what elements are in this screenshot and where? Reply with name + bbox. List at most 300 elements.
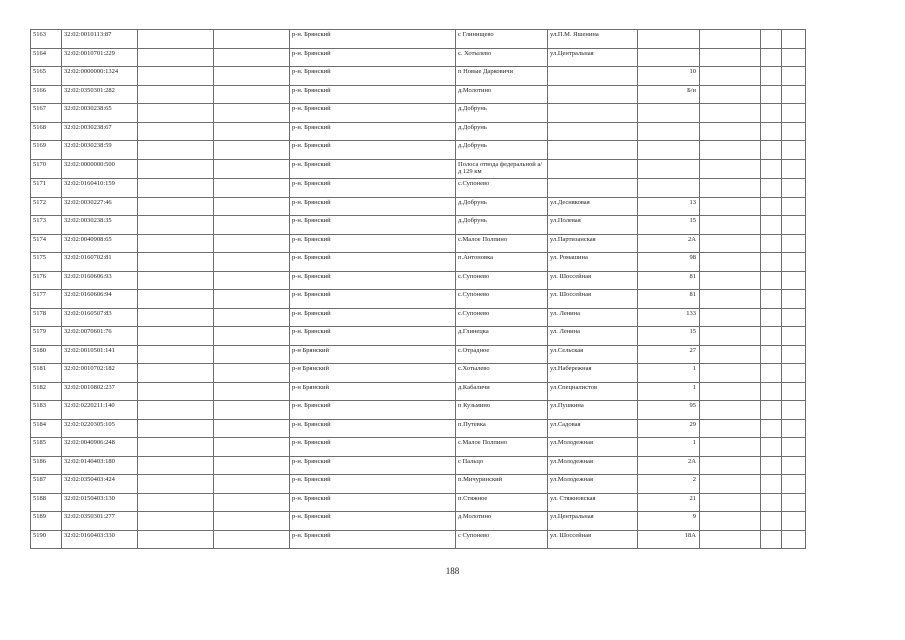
cell-district: р-н. Брянский bbox=[290, 104, 456, 123]
cell-cadastral-number: 32:02:0040908:65 bbox=[62, 234, 138, 253]
cell-empty bbox=[700, 493, 761, 512]
cell-district: р-н. Брянский bbox=[290, 290, 456, 309]
table-row bbox=[31, 475, 806, 494]
cell-empty bbox=[761, 85, 782, 104]
cell-street: ул.Полевая bbox=[548, 216, 638, 235]
cell-cadastral-number: 32:02:0160606:93 bbox=[62, 271, 138, 290]
cell-settlement: д.Добрунь bbox=[456, 141, 548, 160]
cell-empty bbox=[700, 345, 761, 364]
cell-row-number: 5181 bbox=[31, 364, 62, 383]
cell-cadastral-number: 32:02:0030227:46 bbox=[62, 197, 138, 216]
cell-empty bbox=[214, 438, 290, 457]
cell-empty bbox=[761, 290, 782, 309]
table-row bbox=[31, 438, 806, 457]
cell-empty bbox=[700, 308, 761, 327]
cell-house-number: 133 bbox=[638, 308, 700, 327]
cell-district: р-н. Брянский bbox=[290, 253, 456, 272]
cell-empty bbox=[761, 530, 782, 549]
cell-house-number bbox=[638, 48, 700, 67]
cell-district: р-н. Брянский bbox=[290, 475, 456, 494]
cell-empty bbox=[138, 141, 214, 160]
cell-row-number: 5176 bbox=[31, 271, 62, 290]
cell-empty bbox=[138, 438, 214, 457]
cell-settlement: д.Добрунь bbox=[456, 216, 548, 235]
cell-empty bbox=[782, 475, 806, 494]
cell-empty bbox=[214, 327, 290, 346]
cell-empty bbox=[138, 475, 214, 494]
cell-empty bbox=[761, 382, 782, 401]
cell-house-number: 95 bbox=[638, 401, 700, 420]
cell-empty bbox=[138, 530, 214, 549]
cell-empty bbox=[214, 253, 290, 272]
cell-house-number bbox=[638, 104, 700, 123]
table-row bbox=[31, 216, 806, 235]
cell-empty bbox=[214, 159, 290, 179]
cell-settlement: с.Супонево bbox=[456, 308, 548, 327]
cell-street bbox=[548, 85, 638, 104]
cell-street: ул. Шоссейная bbox=[548, 290, 638, 309]
cell-empty bbox=[138, 104, 214, 123]
cell-empty bbox=[214, 364, 290, 383]
cell-empty bbox=[761, 104, 782, 123]
cell-settlement: д.Молотино bbox=[456, 85, 548, 104]
cell-street: ул.П.М. Яшенина bbox=[548, 30, 638, 49]
cell-empty bbox=[782, 30, 806, 49]
cell-street: ул. Ленина bbox=[548, 308, 638, 327]
cell-empty bbox=[138, 308, 214, 327]
cell-empty bbox=[782, 456, 806, 475]
cell-house-number: 10 bbox=[638, 67, 700, 86]
table-row bbox=[31, 122, 806, 141]
cell-empty bbox=[700, 382, 761, 401]
cell-empty bbox=[782, 438, 806, 457]
cell-settlement: с.Малое Полпино bbox=[456, 438, 548, 457]
cell-settlement: с.Отрадное bbox=[456, 345, 548, 364]
cell-empty bbox=[700, 401, 761, 420]
cell-empty bbox=[138, 327, 214, 346]
cell-house-number: 81 bbox=[638, 271, 700, 290]
cell-street: ул.Спецналистов bbox=[548, 382, 638, 401]
cell-empty bbox=[138, 456, 214, 475]
cell-district: р-н. Брянский bbox=[290, 530, 456, 549]
cell-street bbox=[548, 159, 638, 179]
cell-district: р-н. Брянский bbox=[290, 85, 456, 104]
cell-street: ул.Садовая bbox=[548, 419, 638, 438]
cell-empty bbox=[761, 179, 782, 198]
table-row bbox=[31, 419, 806, 438]
cell-settlement: д.Глинецка bbox=[456, 327, 548, 346]
cell-empty bbox=[761, 438, 782, 457]
cell-street: ул.Партизанская bbox=[548, 234, 638, 253]
cell-empty bbox=[700, 475, 761, 494]
table-row bbox=[31, 141, 806, 160]
cell-house-number: 1 bbox=[638, 382, 700, 401]
cell-empty bbox=[138, 512, 214, 531]
cell-street: ул.Молодежная bbox=[548, 456, 638, 475]
cell-empty bbox=[214, 401, 290, 420]
cell-house-number: 27 bbox=[638, 345, 700, 364]
cell-empty bbox=[214, 493, 290, 512]
cell-empty bbox=[700, 253, 761, 272]
table-row bbox=[31, 159, 806, 179]
cell-row-number: 5174 bbox=[31, 234, 62, 253]
cell-empty bbox=[761, 197, 782, 216]
cell-cadastral-number: 32:02:0350301:282 bbox=[62, 85, 138, 104]
cell-street: ул. Стяжновская bbox=[548, 493, 638, 512]
cell-house-number: 21 bbox=[638, 493, 700, 512]
cell-empty bbox=[782, 493, 806, 512]
cell-street: ул. Ленина bbox=[548, 327, 638, 346]
cell-empty bbox=[214, 85, 290, 104]
cell-cadastral-number: 32:02:0140403:180 bbox=[62, 456, 138, 475]
cell-cadastral-number: 32:02:0160403:330 bbox=[62, 530, 138, 549]
table-row bbox=[31, 345, 806, 364]
cell-street: ул.Набережная bbox=[548, 364, 638, 383]
cell-district: р-н Брянский bbox=[290, 382, 456, 401]
cell-empty bbox=[761, 159, 782, 179]
cell-empty bbox=[214, 104, 290, 123]
cell-empty bbox=[782, 401, 806, 420]
cell-empty bbox=[138, 197, 214, 216]
cell-settlement: д.Молотино bbox=[456, 512, 548, 531]
cell-settlement: с. Хотылево bbox=[456, 48, 548, 67]
cell-empty bbox=[761, 234, 782, 253]
cell-cadastral-number: 32:02:0160507:83 bbox=[62, 308, 138, 327]
cell-empty bbox=[214, 30, 290, 49]
cell-cadastral-number: 32:02:0070601:76 bbox=[62, 327, 138, 346]
cell-district: р-н. Брянский bbox=[290, 159, 456, 179]
cell-cadastral-number: 32:02:0030238:35 bbox=[62, 216, 138, 235]
cell-empty bbox=[761, 475, 782, 494]
cell-row-number: 5164 bbox=[31, 48, 62, 67]
cell-row-number: 5166 bbox=[31, 85, 62, 104]
cell-settlement: с.Хотылево bbox=[456, 364, 548, 383]
cell-row-number: 5178 bbox=[31, 308, 62, 327]
cell-empty bbox=[138, 493, 214, 512]
cell-empty bbox=[138, 48, 214, 67]
cell-empty bbox=[700, 438, 761, 457]
cell-house-number: 2А bbox=[638, 456, 700, 475]
cell-empty bbox=[138, 419, 214, 438]
cell-district: р-н. Брянский bbox=[290, 419, 456, 438]
cell-row-number: 5173 bbox=[31, 216, 62, 235]
cell-cadastral-number: 32:02:0160410:159 bbox=[62, 179, 138, 198]
cell-street: ул.Молодежная bbox=[548, 475, 638, 494]
cell-cadastral-number: 32:02:0000000:500 bbox=[62, 159, 138, 179]
cell-house-number bbox=[638, 159, 700, 179]
cell-empty bbox=[761, 122, 782, 141]
cell-empty bbox=[782, 253, 806, 272]
cell-house-number bbox=[638, 30, 700, 49]
cell-cadastral-number: 32:02:0160606:94 bbox=[62, 290, 138, 309]
cell-settlement: п.Антоновка bbox=[456, 253, 548, 272]
cell-cadastral-number: 32:02:0160702:81 bbox=[62, 253, 138, 272]
cell-empty bbox=[782, 512, 806, 531]
cell-district: р-н. Брянский bbox=[290, 512, 456, 531]
cell-empty bbox=[782, 382, 806, 401]
cell-empty bbox=[214, 141, 290, 160]
cell-cadastral-number: 32:02:0220211:140 bbox=[62, 401, 138, 420]
cell-empty bbox=[700, 122, 761, 141]
cell-empty bbox=[214, 122, 290, 141]
cell-empty bbox=[761, 419, 782, 438]
cell-district: р-н. Брянский bbox=[290, 327, 456, 346]
cell-house-number: 9 bbox=[638, 512, 700, 531]
cell-district: р-н. Брянский bbox=[290, 271, 456, 290]
cell-empty bbox=[782, 234, 806, 253]
cell-empty bbox=[782, 67, 806, 86]
cell-row-number: 5170 bbox=[31, 159, 62, 179]
table-row bbox=[31, 30, 806, 49]
cell-empty bbox=[214, 234, 290, 253]
cell-house-number: 18А bbox=[638, 530, 700, 549]
cell-district: р-н. Брянский bbox=[290, 234, 456, 253]
table-row bbox=[31, 290, 806, 309]
cell-house-number bbox=[638, 122, 700, 141]
cell-empty bbox=[782, 364, 806, 383]
cell-district: р-н Брянский bbox=[290, 364, 456, 383]
cell-district: р-н. Брянский bbox=[290, 216, 456, 235]
cell-empty bbox=[214, 197, 290, 216]
cell-settlement: с.Супонево bbox=[456, 290, 548, 309]
cell-house-number: 2 bbox=[638, 475, 700, 494]
cell-empty bbox=[700, 456, 761, 475]
cell-cadastral-number: 32:02:0010802:237 bbox=[62, 382, 138, 401]
cell-empty bbox=[700, 141, 761, 160]
table-row bbox=[31, 530, 806, 549]
cell-district: р-н. Брянский bbox=[290, 197, 456, 216]
cell-street: ул. Шоссейная bbox=[548, 530, 638, 549]
cell-empty bbox=[214, 382, 290, 401]
cell-empty bbox=[782, 530, 806, 549]
cell-row-number: 5190 bbox=[31, 530, 62, 549]
cell-house-number: 29 bbox=[638, 419, 700, 438]
cell-cadastral-number: 32:02:0150403:130 bbox=[62, 493, 138, 512]
property-registry-table bbox=[30, 29, 806, 549]
cell-row-number: 5179 bbox=[31, 327, 62, 346]
table-row bbox=[31, 67, 806, 86]
cell-empty bbox=[761, 345, 782, 364]
cell-settlement: с.Малое Полпино bbox=[456, 234, 548, 253]
cell-cadastral-number: 32:02:0030238:59 bbox=[62, 141, 138, 160]
cell-cadastral-number: 32:02:0010501:141 bbox=[62, 345, 138, 364]
cell-house-number: 13 bbox=[638, 197, 700, 216]
cell-empty bbox=[700, 179, 761, 198]
cell-settlement: д.Добрунь bbox=[456, 197, 548, 216]
cell-empty bbox=[761, 271, 782, 290]
cell-empty bbox=[761, 308, 782, 327]
cell-empty bbox=[138, 30, 214, 49]
cell-row-number: 5171 bbox=[31, 179, 62, 198]
cell-empty bbox=[761, 67, 782, 86]
cell-cadastral-number: 32:02:0220305:105 bbox=[62, 419, 138, 438]
cell-settlement: д.Добрунь bbox=[456, 122, 548, 141]
cell-row-number: 5180 bbox=[31, 345, 62, 364]
cell-empty bbox=[782, 327, 806, 346]
cell-house-number: 15 bbox=[638, 216, 700, 235]
cell-empty bbox=[214, 419, 290, 438]
cell-house-number: 98 bbox=[638, 253, 700, 272]
cell-row-number: 5186 bbox=[31, 456, 62, 475]
cell-street bbox=[548, 67, 638, 86]
cell-empty bbox=[138, 216, 214, 235]
cell-row-number: 5187 bbox=[31, 475, 62, 494]
cell-empty bbox=[782, 48, 806, 67]
table-row bbox=[31, 234, 806, 253]
cell-settlement: п.Путевка bbox=[456, 419, 548, 438]
cell-empty bbox=[138, 345, 214, 364]
cell-street: ул. Шоссейная bbox=[548, 271, 638, 290]
cell-street: ул.Пушкина bbox=[548, 401, 638, 420]
cell-empty bbox=[214, 530, 290, 549]
cell-house-number: 2А bbox=[638, 234, 700, 253]
table-row bbox=[31, 327, 806, 346]
cell-row-number: 5172 bbox=[31, 197, 62, 216]
cell-empty bbox=[214, 179, 290, 198]
cell-empty bbox=[782, 419, 806, 438]
cell-empty bbox=[700, 512, 761, 531]
cell-empty bbox=[214, 216, 290, 235]
cell-empty bbox=[700, 530, 761, 549]
cell-empty bbox=[700, 48, 761, 67]
cell-settlement: д.Добрунь bbox=[456, 104, 548, 123]
table-row bbox=[31, 493, 806, 512]
cell-district: р-н. Брянский bbox=[290, 308, 456, 327]
table-row bbox=[31, 197, 806, 216]
cell-settlement: Полоса отвода федеральной а/д 129 км bbox=[456, 159, 548, 179]
table-row bbox=[31, 104, 806, 123]
cell-settlement: с Супонево bbox=[456, 530, 548, 549]
cell-street: ул. Ромашина bbox=[548, 253, 638, 272]
cell-empty bbox=[138, 179, 214, 198]
cell-empty bbox=[782, 179, 806, 198]
cell-empty bbox=[782, 159, 806, 179]
cell-empty bbox=[700, 290, 761, 309]
cell-street: ул.Сельская bbox=[548, 345, 638, 364]
cell-settlement: с.Супонево bbox=[456, 271, 548, 290]
cell-empty bbox=[782, 308, 806, 327]
cell-empty bbox=[138, 122, 214, 141]
cell-cadastral-number: 32:02:0040906:248 bbox=[62, 438, 138, 457]
cell-settlement: с.Супонево bbox=[456, 179, 548, 198]
cell-empty bbox=[138, 401, 214, 420]
cell-row-number: 5165 bbox=[31, 67, 62, 86]
cell-district: р-н. Брянский bbox=[290, 30, 456, 49]
table-row bbox=[31, 253, 806, 272]
table-row bbox=[31, 512, 806, 531]
cell-empty bbox=[214, 345, 290, 364]
cell-house-number bbox=[638, 141, 700, 160]
cell-district: р-н. Брянский bbox=[290, 141, 456, 160]
cell-empty bbox=[761, 216, 782, 235]
table-row bbox=[31, 271, 806, 290]
cell-row-number: 5167 bbox=[31, 104, 62, 123]
cell-street bbox=[548, 104, 638, 123]
cell-empty bbox=[700, 159, 761, 179]
cell-cadastral-number: 32:02:0030238:65 bbox=[62, 104, 138, 123]
cell-row-number: 5183 bbox=[31, 401, 62, 420]
cell-settlement: с Глинищево bbox=[456, 30, 548, 49]
cell-empty bbox=[782, 85, 806, 104]
cell-empty bbox=[761, 512, 782, 531]
cell-empty bbox=[782, 345, 806, 364]
cell-district: р-н. Брянский bbox=[290, 179, 456, 198]
cell-cadastral-number: 32:02:0350301:277 bbox=[62, 512, 138, 531]
cell-empty bbox=[214, 271, 290, 290]
table-row bbox=[31, 364, 806, 383]
cell-empty bbox=[700, 216, 761, 235]
cell-empty bbox=[761, 456, 782, 475]
cell-empty bbox=[138, 85, 214, 104]
cell-empty bbox=[782, 216, 806, 235]
cell-settlement: д.Кабаличи bbox=[456, 382, 548, 401]
cell-empty bbox=[138, 159, 214, 179]
cell-empty bbox=[138, 253, 214, 272]
cell-district: р-н. Брянский bbox=[290, 493, 456, 512]
cell-row-number: 5168 bbox=[31, 122, 62, 141]
cell-empty bbox=[761, 30, 782, 49]
cell-street: ул.Молодежная bbox=[548, 438, 638, 457]
cell-empty bbox=[700, 104, 761, 123]
cell-empty bbox=[138, 67, 214, 86]
cell-empty bbox=[782, 197, 806, 216]
table-row bbox=[31, 85, 806, 104]
cell-empty bbox=[761, 493, 782, 512]
cell-settlement: п Новые Дарковичи bbox=[456, 67, 548, 86]
cell-row-number: 5185 bbox=[31, 438, 62, 457]
cell-street bbox=[548, 122, 638, 141]
cell-empty bbox=[214, 456, 290, 475]
cell-empty bbox=[700, 67, 761, 86]
cell-district: р-н. Брянский bbox=[290, 122, 456, 141]
cell-empty bbox=[761, 401, 782, 420]
cell-empty bbox=[214, 48, 290, 67]
cell-cadastral-number: 32:02:0010113:87 bbox=[62, 30, 138, 49]
cell-empty bbox=[214, 67, 290, 86]
cell-empty bbox=[138, 234, 214, 253]
cell-street bbox=[548, 141, 638, 160]
cell-house-number bbox=[638, 179, 700, 198]
cell-settlement: п.Стяжное bbox=[456, 493, 548, 512]
cell-empty bbox=[782, 122, 806, 141]
cell-row-number: 5169 bbox=[31, 141, 62, 160]
cell-street: ул.Центральная bbox=[548, 512, 638, 531]
cell-empty bbox=[138, 290, 214, 309]
cell-district: р-н. Брянский bbox=[290, 67, 456, 86]
cell-district: р-н. Брянский bbox=[290, 401, 456, 420]
cell-district: р-н. Брянский bbox=[290, 438, 456, 457]
cell-empty bbox=[782, 271, 806, 290]
cell-house-number: 1 bbox=[638, 438, 700, 457]
cell-settlement: с Пальцо bbox=[456, 456, 548, 475]
cell-cadastral-number: 32:02:0010701:229 bbox=[62, 48, 138, 67]
cell-empty bbox=[214, 308, 290, 327]
table-row bbox=[31, 179, 806, 198]
cell-empty bbox=[700, 364, 761, 383]
cell-empty bbox=[700, 85, 761, 104]
cell-row-number: 5189 bbox=[31, 512, 62, 531]
cell-empty bbox=[138, 364, 214, 383]
cell-cadastral-number: 32:02:0010702:182 bbox=[62, 364, 138, 383]
cell-cadastral-number: 32:02:0350403:424 bbox=[62, 475, 138, 494]
cell-empty bbox=[214, 512, 290, 531]
page-number: 188 bbox=[445, 566, 460, 576]
cell-empty bbox=[700, 197, 761, 216]
cell-empty bbox=[214, 290, 290, 309]
cell-row-number: 5188 bbox=[31, 493, 62, 512]
table-row bbox=[31, 48, 806, 67]
cell-cadastral-number: 32:02:0000000:1324 bbox=[62, 67, 138, 86]
